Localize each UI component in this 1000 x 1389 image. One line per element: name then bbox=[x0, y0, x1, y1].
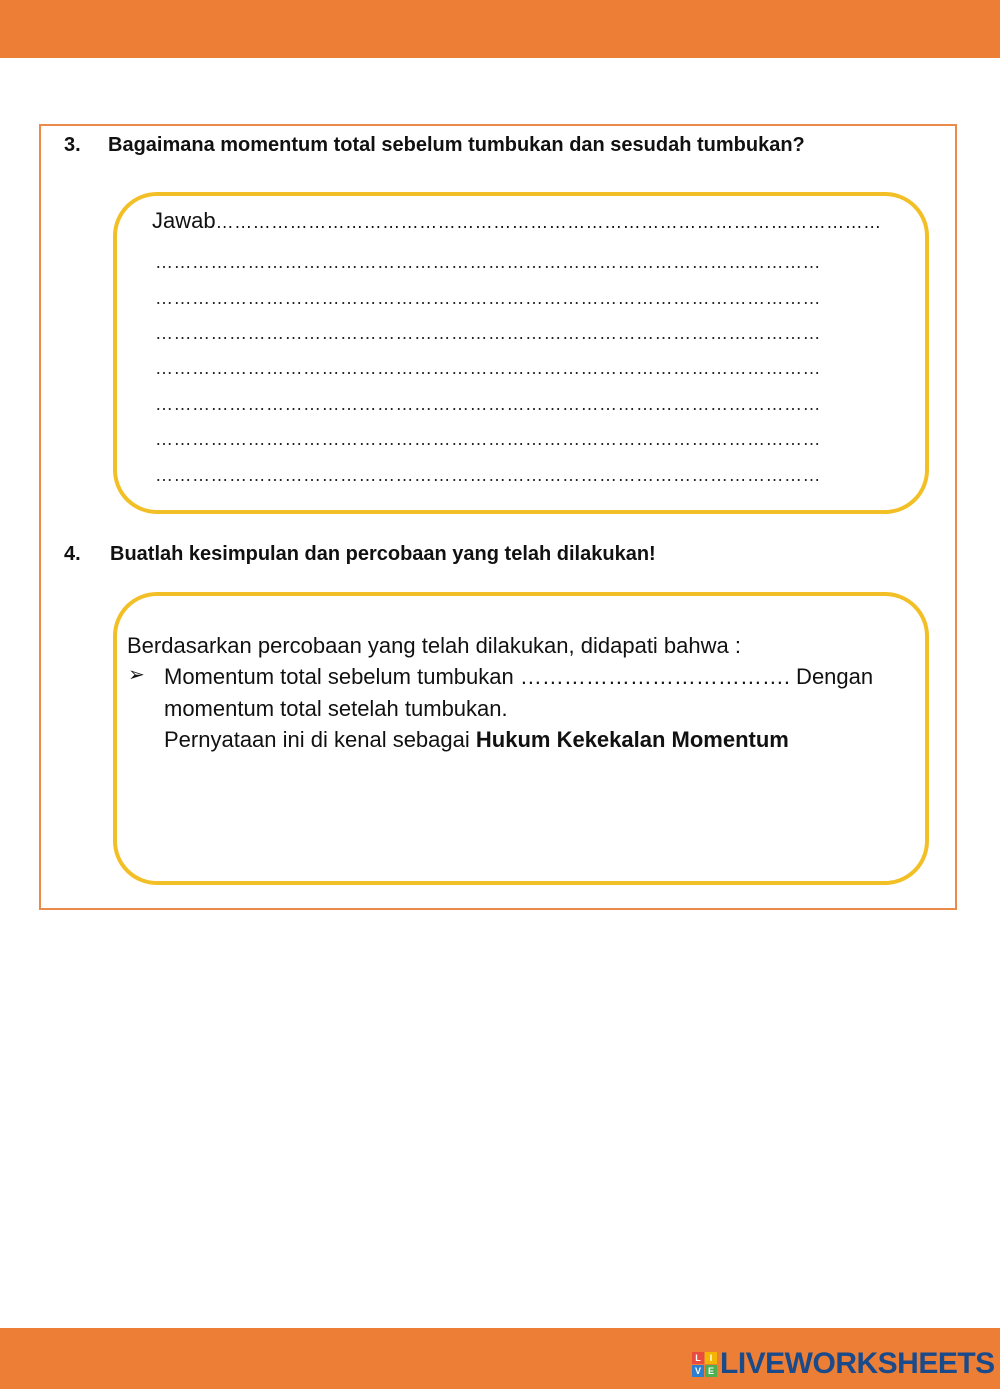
header-band bbox=[0, 0, 1000, 58]
logo-square-v: V bbox=[692, 1365, 704, 1377]
arrow-bullet-icon: ➢ bbox=[128, 664, 145, 686]
answer-line-6[interactable]: ……………………………………………………………………………………………… bbox=[155, 429, 821, 449]
conclusion-line-3-prefix: Pernyataan ini di kenal sebagai bbox=[164, 727, 476, 752]
answer-first-line[interactable] bbox=[152, 208, 914, 242]
conclusion-line-1: Momentum total sebelum tumbukan ………………………………. Dengan bbox=[164, 664, 874, 689]
conclusion-line-3 bbox=[164, 724, 789, 755]
question-4-text: Buatlah kesimpulan dan percobaan yang telah dilakukan! bbox=[110, 543, 656, 565]
liveworksheets-logo bbox=[692, 1346, 995, 1382]
question-3-number: 3. bbox=[64, 134, 81, 156]
answer-line-2[interactable]: ……………………………………………………………………………………………… bbox=[155, 288, 821, 308]
answer-line-7[interactable]: ……………………………………………………………………………………………… bbox=[155, 465, 821, 485]
logo-text: LIVEWORKSHEETS bbox=[720, 1347, 995, 1380]
conclusion-intro: Berdasarkan percobaan yang telah dilakukan, didapati bahwa : bbox=[127, 633, 741, 658]
answer-line-1[interactable]: ……………………………………………………………………………………………… bbox=[155, 252, 821, 272]
conclusion-line-2: momentum total setelah tumbukan. bbox=[164, 696, 508, 721]
logo-square-i: I bbox=[705, 1352, 717, 1364]
answer-line-4[interactable]: ……………………………………………………………………………………………… bbox=[155, 358, 821, 378]
logo-square-e: E bbox=[705, 1365, 717, 1377]
answer-line-3[interactable]: ……………………………………………………………………………………………… bbox=[155, 323, 821, 343]
answer-line-0: ……………………………………………………………………………………………… bbox=[215, 212, 882, 232]
question-4-number: 4. bbox=[64, 543, 81, 565]
logo-square-l: L bbox=[692, 1352, 704, 1364]
logo-squares-icon bbox=[692, 1352, 717, 1377]
answer-label: Jawab bbox=[152, 208, 216, 233]
question-3-text: Bagaimana momentum total sebelum tumbukan dan sesudah tumbukan? bbox=[108, 134, 805, 156]
answer-line-5[interactable]: ……………………………………………………………………………………………… bbox=[155, 394, 821, 414]
law-name: Hukum Kekekalan Momentum bbox=[475, 727, 789, 752]
